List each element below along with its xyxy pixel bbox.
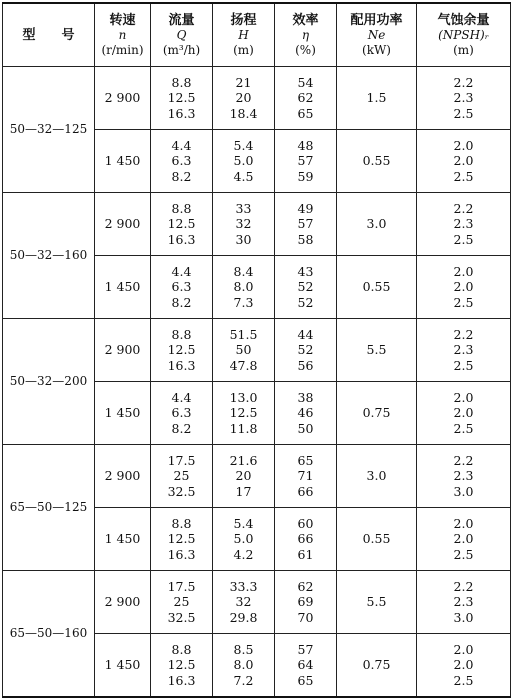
power-cell: 0.55 [337, 508, 417, 571]
flow-cell-value: 17.5 [167, 578, 196, 594]
power-cell: 5.5 [337, 319, 417, 382]
npsh-cell [417, 193, 511, 256]
flow-cell [151, 319, 213, 382]
head-cell-value: 8.4 [233, 263, 254, 279]
npsh-cell-value: 3.0 [453, 483, 474, 499]
speed-cell: 2 900 [95, 445, 151, 508]
npsh-cell-value: 2.0 [453, 515, 474, 531]
head-cell-value: 8.5 [233, 641, 254, 657]
head-cell [213, 634, 275, 698]
npsh-cell [417, 256, 511, 319]
npsh-cell-value: 2.3 [453, 594, 474, 610]
efficiency-cell-value: 60 [297, 515, 314, 531]
efficiency-cell-value: 52 [297, 294, 314, 310]
npsh-cell-value: 2.3 [453, 90, 474, 106]
head-cell [213, 130, 275, 193]
efficiency-cell-value: 69 [297, 594, 314, 610]
table-row [3, 445, 511, 508]
flow-cell [151, 508, 213, 571]
table-row [3, 319, 511, 382]
efficiency-cell-value: 66 [297, 483, 314, 499]
npsh-cell-value: 2.5 [453, 294, 474, 310]
npsh-cell-value: 2.3 [453, 216, 474, 232]
npsh-cell [417, 319, 511, 382]
head-cell-value: 18.4 [229, 105, 258, 121]
efficiency-cell [275, 193, 337, 256]
flow-cell-value: 6.3 [171, 153, 192, 169]
header-npsh: 气蚀余量 (NPSH)ᵣ (m) [417, 3, 511, 67]
head-cell-value: 33.3 [229, 578, 258, 594]
speed-cell: 1 450 [95, 634, 151, 698]
flow-cell-value: 8.2 [171, 168, 192, 184]
head-cell [213, 319, 275, 382]
head-cell-value: 47.8 [229, 357, 258, 373]
npsh-cell [417, 130, 511, 193]
head-cell-value: 8.0 [233, 279, 254, 295]
table-row [3, 193, 511, 256]
efficiency-cell-value: 61 [297, 546, 314, 562]
model-cell: 65—50—125 [3, 445, 95, 571]
flow-cell [151, 382, 213, 445]
npsh-cell-value: 2.2 [453, 452, 474, 468]
efficiency-cell-value: 44 [297, 326, 314, 342]
flow-cell-value: 32.5 [167, 609, 196, 625]
efficiency-cell-value: 70 [297, 609, 314, 625]
head-cell [213, 571, 275, 634]
flow-cell [151, 193, 213, 256]
head-cell-value: 50 [235, 342, 252, 358]
efficiency-cell-value: 52 [297, 342, 314, 358]
efficiency-cell [275, 319, 337, 382]
head-cell [213, 445, 275, 508]
flow-cell-value: 16.3 [167, 672, 196, 688]
head-cell-value: 5.4 [233, 137, 254, 153]
npsh-cell [417, 508, 511, 571]
table-body [3, 67, 511, 698]
head-cell [213, 508, 275, 571]
flow-cell-value: 8.8 [171, 326, 192, 342]
power-cell: 3.0 [337, 193, 417, 256]
flow-cell-value: 6.3 [171, 279, 192, 295]
flow-cell-value: 6.3 [171, 405, 192, 421]
power-cell: 0.55 [337, 256, 417, 319]
power-cell: 3.0 [337, 445, 417, 508]
npsh-cell-value: 2.3 [453, 468, 474, 484]
efficiency-cell-value: 43 [297, 263, 314, 279]
flow-cell-value: 4.4 [171, 263, 192, 279]
efficiency-cell-value: 49 [297, 200, 314, 216]
flow-cell-value: 32.5 [167, 483, 196, 499]
head-cell-value: 30 [235, 231, 252, 247]
flow-cell-value: 8.8 [171, 641, 192, 657]
speed-cell: 2 900 [95, 571, 151, 634]
flow-cell-value: 16.3 [167, 105, 196, 121]
npsh-cell-value: 2.5 [453, 357, 474, 373]
flow-cell [151, 445, 213, 508]
head-cell-value: 21.6 [229, 452, 258, 468]
flow-cell-value: 12.5 [167, 657, 196, 673]
npsh-cell-value: 2.5 [453, 672, 474, 688]
pump-performance-table [2, 2, 511, 698]
speed-cell: 2 900 [95, 67, 151, 130]
flow-cell-value: 4.4 [171, 389, 192, 405]
efficiency-cell-value: 56 [297, 357, 314, 373]
head-cell-value: 20 [235, 90, 252, 106]
speed-cell: 1 450 [95, 256, 151, 319]
flow-cell-value: 8.2 [171, 420, 192, 436]
npsh-cell-value: 3.0 [453, 609, 474, 625]
flow-cell-value: 12.5 [167, 342, 196, 358]
efficiency-cell-value: 62 [297, 90, 314, 106]
head-cell-value: 7.2 [233, 672, 254, 688]
npsh-cell-value: 2.5 [453, 420, 474, 436]
efficiency-cell-value: 71 [297, 468, 314, 484]
model-cell: 50—32—160 [3, 193, 95, 319]
header-flow: 流量 Q (m³/h) [151, 3, 213, 67]
npsh-cell-value: 2.0 [453, 657, 474, 673]
npsh-cell-value: 2.0 [453, 153, 474, 169]
efficiency-cell [275, 382, 337, 445]
flow-cell-value: 8.8 [171, 515, 192, 531]
head-cell-value: 7.3 [233, 294, 254, 310]
pump-performance-table-wrap [2, 2, 510, 698]
head-cell-value: 8.0 [233, 657, 254, 673]
flow-cell-value: 25 [173, 594, 190, 610]
flow-cell-value: 12.5 [167, 531, 196, 547]
efficiency-cell [275, 256, 337, 319]
power-cell: 0.75 [337, 382, 417, 445]
npsh-cell-value: 2.2 [453, 74, 474, 90]
npsh-cell-value: 2.0 [453, 641, 474, 657]
table-row [3, 67, 511, 130]
head-cell-value: 21 [235, 74, 252, 90]
head-cell-value: 4.5 [233, 168, 254, 184]
npsh-cell-value: 2.2 [453, 200, 474, 216]
model-cell: 65—50—160 [3, 571, 95, 698]
table-row [3, 571, 511, 634]
flow-cell [151, 634, 213, 698]
efficiency-cell-value: 52 [297, 279, 314, 295]
flow-cell-value: 16.3 [167, 231, 196, 247]
head-cell-value: 51.5 [229, 326, 258, 342]
head-cell-value: 13.0 [229, 389, 258, 405]
head-cell-value: 29.8 [229, 609, 258, 625]
efficiency-cell-value: 66 [297, 531, 314, 547]
efficiency-cell [275, 508, 337, 571]
efficiency-cell-value: 57 [297, 216, 314, 232]
efficiency-cell-value: 57 [297, 641, 314, 657]
head-cell-value: 11.8 [229, 420, 258, 436]
power-cell: 0.55 [337, 130, 417, 193]
head-cell-value: 33 [235, 200, 252, 216]
efficiency-cell-value: 50 [297, 420, 314, 436]
model-cell: 50—32—125 [3, 67, 95, 193]
flow-cell-value: 8.8 [171, 200, 192, 216]
head-cell [213, 256, 275, 319]
flow-cell [151, 130, 213, 193]
flow-cell-value: 17.5 [167, 452, 196, 468]
speed-cell: 2 900 [95, 319, 151, 382]
efficiency-cell-value: 54 [297, 74, 314, 90]
header-row [3, 3, 511, 67]
efficiency-cell-value: 64 [297, 657, 314, 673]
header-speed: 转速 n (r/min) [95, 3, 151, 67]
npsh-cell-value: 2.2 [453, 578, 474, 594]
npsh-cell-value: 2.5 [453, 105, 474, 121]
npsh-cell-value: 2.5 [453, 168, 474, 184]
npsh-cell-value: 2.5 [453, 546, 474, 562]
speed-cell: 1 450 [95, 508, 151, 571]
npsh-cell-value: 2.2 [453, 326, 474, 342]
head-cell [213, 382, 275, 445]
head-cell-value: 5.0 [233, 153, 254, 169]
speed-cell: 1 450 [95, 130, 151, 193]
header-head: 扬程 H (m) [213, 3, 275, 67]
head-cell-value: 5.0 [233, 531, 254, 547]
efficiency-cell-value: 59 [297, 168, 314, 184]
efficiency-cell [275, 445, 337, 508]
speed-cell: 2 900 [95, 193, 151, 256]
npsh-cell-value: 2.0 [453, 263, 474, 279]
head-cell [213, 67, 275, 130]
head-cell-value: 4.2 [233, 546, 254, 562]
efficiency-cell [275, 67, 337, 130]
head-cell-value: 32 [235, 216, 252, 232]
efficiency-cell-value: 48 [297, 137, 314, 153]
npsh-cell [417, 67, 511, 130]
efficiency-cell [275, 634, 337, 698]
flow-cell-value: 8.2 [171, 294, 192, 310]
npsh-cell-value: 2.5 [453, 231, 474, 247]
npsh-cell-value: 2.0 [453, 389, 474, 405]
npsh-cell-value: 2.0 [453, 531, 474, 547]
flow-cell-value: 12.5 [167, 90, 196, 106]
efficiency-cell-value: 38 [297, 389, 314, 405]
npsh-cell [417, 445, 511, 508]
efficiency-cell [275, 571, 337, 634]
flow-cell-value: 4.4 [171, 137, 192, 153]
power-cell: 5.5 [337, 571, 417, 634]
efficiency-cell-value: 58 [297, 231, 314, 247]
flow-cell [151, 67, 213, 130]
efficiency-cell [275, 130, 337, 193]
header-model: 型 号 [3, 3, 95, 67]
speed-cell: 1 450 [95, 382, 151, 445]
npsh-cell [417, 634, 511, 698]
header-power: 配用功率 Ne (kW) [337, 3, 417, 67]
head-cell-value: 32 [235, 594, 252, 610]
efficiency-cell-value: 62 [297, 578, 314, 594]
flow-cell [151, 571, 213, 634]
efficiency-cell-value: 46 [297, 405, 314, 421]
npsh-cell-value: 2.0 [453, 405, 474, 421]
header-efficiency: 效率 η (%) [275, 3, 337, 67]
head-cell-value: 5.4 [233, 515, 254, 531]
npsh-cell [417, 571, 511, 634]
flow-cell-value: 16.3 [167, 546, 196, 562]
npsh-cell-value: 2.0 [453, 279, 474, 295]
head-cell-value: 17 [235, 483, 252, 499]
flow-cell-value: 8.8 [171, 74, 192, 90]
flow-cell-value: 12.5 [167, 216, 196, 232]
flow-cell [151, 256, 213, 319]
efficiency-cell-value: 65 [297, 452, 314, 468]
power-cell: 0.75 [337, 634, 417, 698]
head-cell-value: 20 [235, 468, 252, 484]
head-cell-value: 12.5 [229, 405, 258, 421]
flow-cell-value: 16.3 [167, 357, 196, 373]
npsh-cell [417, 382, 511, 445]
flow-cell-value: 25 [173, 468, 190, 484]
efficiency-cell-value: 65 [297, 672, 314, 688]
efficiency-cell-value: 57 [297, 153, 314, 169]
model-cell: 50—32—200 [3, 319, 95, 445]
efficiency-cell-value: 65 [297, 105, 314, 121]
npsh-cell-value: 2.3 [453, 342, 474, 358]
power-cell: 1.5 [337, 67, 417, 130]
npsh-cell-value: 2.0 [453, 137, 474, 153]
head-cell [213, 193, 275, 256]
